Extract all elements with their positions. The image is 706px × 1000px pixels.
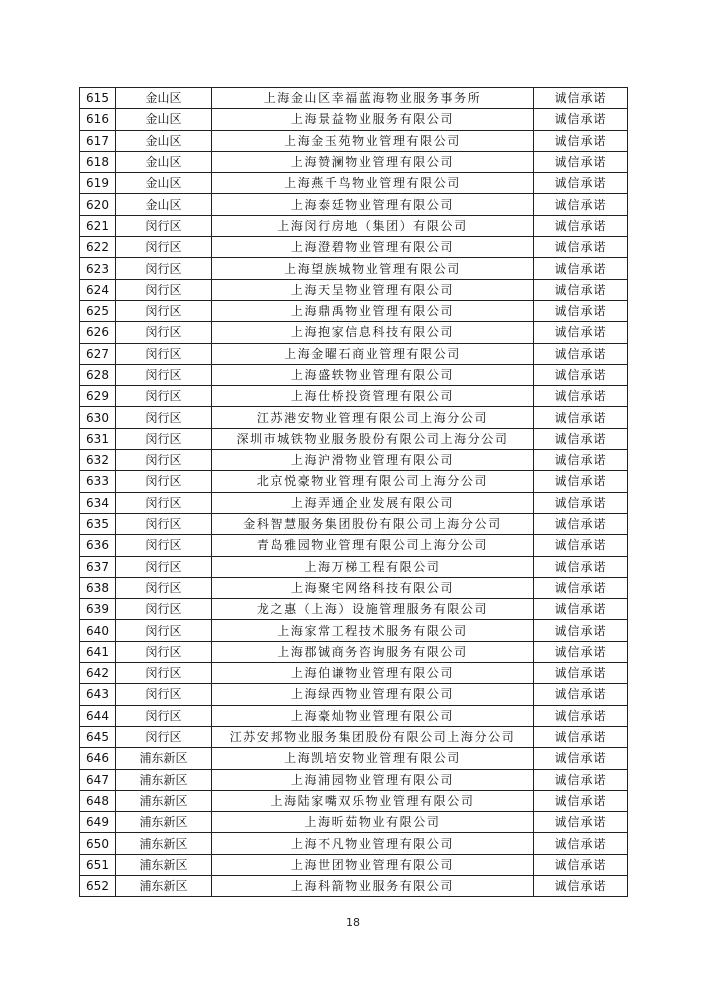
status-cell: 诚信承诺 [534,364,628,385]
company-name-cell: 上海陆家嘴双乐物业管理有限公司 [212,790,534,811]
row-number: 632 [80,450,116,471]
company-name-cell: 上海盛轶物业管理有限公司 [212,364,534,385]
table-body [80,88,628,897]
district-cell: 浦东新区 [116,790,212,811]
table-row [80,386,628,407]
district-cell: 浦东新区 [116,769,212,790]
status-cell: 诚信承诺 [534,663,628,684]
company-name-cell: 上海鼎禹物业管理有限公司 [212,300,534,321]
district-cell: 闵行区 [116,428,212,449]
row-number: 625 [80,300,116,321]
row-number: 619 [80,173,116,194]
row-number: 638 [80,577,116,598]
company-name-cell: 上海郡铖商务咨询服务有限公司 [212,641,534,662]
row-number: 631 [80,428,116,449]
row-number: 621 [80,215,116,236]
row-number: 651 [80,854,116,875]
row-number: 652 [80,875,116,896]
company-name-cell: 上海科箭物业服务有限公司 [212,875,534,896]
district-cell: 闵行区 [116,705,212,726]
table-row [80,258,628,279]
district-cell: 闵行区 [116,364,212,385]
table-row [80,812,628,833]
company-name-cell: 江苏安邦物业服务集团股份有限公司上海分公司 [212,726,534,747]
district-cell: 金山区 [116,88,212,109]
status-cell: 诚信承诺 [534,556,628,577]
row-number: 646 [80,748,116,769]
status-cell: 诚信承诺 [534,726,628,747]
status-cell: 诚信承诺 [534,513,628,534]
status-cell: 诚信承诺 [534,130,628,151]
status-cell: 诚信承诺 [534,173,628,194]
row-number: 645 [80,726,116,747]
status-cell: 诚信承诺 [534,237,628,258]
district-cell: 闵行区 [116,215,212,236]
status-cell: 诚信承诺 [534,790,628,811]
status-cell: 诚信承诺 [534,450,628,471]
company-name-cell: 上海家常工程技术服务有限公司 [212,620,534,641]
table-row [80,492,628,513]
table-row [80,748,628,769]
row-number: 623 [80,258,116,279]
table-row [80,173,628,194]
district-cell: 金山区 [116,194,212,215]
district-cell: 闵行区 [116,535,212,556]
status-cell: 诚信承诺 [534,599,628,620]
company-name-cell: 北京悦豪物业管理有限公司上海分公司 [212,471,534,492]
table-row [80,194,628,215]
company-name-cell: 上海闵行房地（集团）有限公司 [212,215,534,236]
district-cell: 闵行区 [116,237,212,258]
row-number: 650 [80,833,116,854]
district-cell: 浦东新区 [116,875,212,896]
status-cell: 诚信承诺 [534,109,628,130]
status-cell: 诚信承诺 [534,151,628,172]
row-number: 641 [80,641,116,662]
status-cell: 诚信承诺 [534,535,628,556]
district-cell: 闵行区 [116,258,212,279]
row-number: 636 [80,535,116,556]
table-row [80,364,628,385]
status-cell: 诚信承诺 [534,300,628,321]
status-cell: 诚信承诺 [534,471,628,492]
table-row [80,343,628,364]
row-number: 640 [80,620,116,641]
page-number: 18 [346,916,360,929]
status-cell: 诚信承诺 [534,748,628,769]
district-cell: 闵行区 [116,407,212,428]
table-row [80,599,628,620]
district-cell: 闵行区 [116,492,212,513]
company-registry-table [79,87,628,897]
table-row [80,300,628,321]
row-number: 635 [80,513,116,534]
table-row [80,471,628,492]
status-cell: 诚信承诺 [534,279,628,300]
company-name-cell: 上海天呈物业管理有限公司 [212,279,534,300]
status-cell: 诚信承诺 [534,407,628,428]
table-row [80,130,628,151]
district-cell: 闵行区 [116,663,212,684]
company-name-cell: 上海景益物业服务有限公司 [212,109,534,130]
district-cell: 浦东新区 [116,812,212,833]
status-cell: 诚信承诺 [534,215,628,236]
company-name-cell: 上海绿西物业管理有限公司 [212,684,534,705]
row-number: 648 [80,790,116,811]
company-name-cell: 上海不凡物业管理有限公司 [212,833,534,854]
company-name-cell: 青岛雅园物业管理有限公司上海分公司 [212,535,534,556]
table-row [80,279,628,300]
row-number: 637 [80,556,116,577]
row-number: 624 [80,279,116,300]
row-number: 618 [80,151,116,172]
district-cell: 闵行区 [116,322,212,343]
district-cell: 金山区 [116,151,212,172]
table-row [80,322,628,343]
status-cell: 诚信承诺 [534,641,628,662]
table-row [80,151,628,172]
table-row [80,407,628,428]
district-cell: 闵行区 [116,726,212,747]
table-row [80,109,628,130]
district-cell: 金山区 [116,130,212,151]
row-number: 634 [80,492,116,513]
row-number: 615 [80,88,116,109]
row-number: 617 [80,130,116,151]
table-row [80,769,628,790]
district-cell: 闵行区 [116,599,212,620]
status-cell: 诚信承诺 [534,875,628,896]
district-cell: 闵行区 [116,386,212,407]
table-row [80,556,628,577]
table-row [80,450,628,471]
company-name-cell: 上海聚宅网络科技有限公司 [212,577,534,598]
district-cell: 闵行区 [116,577,212,598]
company-name-cell: 江苏港安物业管理有限公司上海分公司 [212,407,534,428]
table-row [80,641,628,662]
district-cell: 闵行区 [116,300,212,321]
company-name-cell: 上海赞澜物业管理有限公司 [212,151,534,172]
table-row [80,237,628,258]
row-number: 616 [80,109,116,130]
table-row [80,215,628,236]
status-cell: 诚信承诺 [534,684,628,705]
status-cell: 诚信承诺 [534,769,628,790]
table-row [80,620,628,641]
status-cell: 诚信承诺 [534,428,628,449]
table-row [80,535,628,556]
status-cell: 诚信承诺 [534,577,628,598]
status-cell: 诚信承诺 [534,705,628,726]
company-name-cell: 上海望族城物业管理有限公司 [212,258,534,279]
company-name-cell: 上海泰廷物业管理有限公司 [212,194,534,215]
district-cell: 金山区 [116,173,212,194]
table-row [80,577,628,598]
row-number: 626 [80,322,116,343]
company-name-cell: 上海沪滑物业管理有限公司 [212,450,534,471]
district-cell: 浦东新区 [116,748,212,769]
district-cell: 闵行区 [116,450,212,471]
company-name-cell: 上海金玉苑物业管理有限公司 [212,130,534,151]
district-cell: 闵行区 [116,343,212,364]
company-name-cell: 上海豪灿物业管理有限公司 [212,705,534,726]
status-cell: 诚信承诺 [534,492,628,513]
row-number: 620 [80,194,116,215]
status-cell: 诚信承诺 [534,833,628,854]
table-row [80,833,628,854]
district-cell: 闵行区 [116,641,212,662]
table-row [80,875,628,896]
status-cell: 诚信承诺 [534,620,628,641]
status-cell: 诚信承诺 [534,854,628,875]
table-row [80,88,628,109]
company-name-cell: 上海昕茹物业有限公司 [212,812,534,833]
row-number: 628 [80,364,116,385]
status-cell: 诚信承诺 [534,88,628,109]
district-cell: 浦东新区 [116,854,212,875]
row-number: 642 [80,663,116,684]
company-name-cell: 上海仕桥投资管理有限公司 [212,386,534,407]
company-name-cell: 上海金曜石商业管理有限公司 [212,343,534,364]
company-name-cell: 深圳市城铁物业服务股份有限公司上海分公司 [212,428,534,449]
company-name-cell: 上海凯培安物业管理有限公司 [212,748,534,769]
company-name-cell: 上海万梯工程有限公司 [212,556,534,577]
status-cell: 诚信承诺 [534,343,628,364]
row-number: 627 [80,343,116,364]
district-cell: 闵行区 [116,684,212,705]
status-cell: 诚信承诺 [534,322,628,343]
district-cell: 金山区 [116,109,212,130]
company-name-cell: 上海弄通企业发展有限公司 [212,492,534,513]
company-name-cell: 上海抱家信息科技有限公司 [212,322,534,343]
company-name-cell: 上海燕千鸟物业管理有限公司 [212,173,534,194]
row-number: 629 [80,386,116,407]
district-cell: 闵行区 [116,279,212,300]
table-row [80,513,628,534]
table-row [80,854,628,875]
table-row [80,663,628,684]
row-number: 639 [80,599,116,620]
company-name-cell: 金科智慧服务集团股份有限公司上海分公司 [212,513,534,534]
table-row [80,428,628,449]
company-name-cell: 上海浦园物业管理有限公司 [212,769,534,790]
table-row [80,684,628,705]
row-number: 630 [80,407,116,428]
district-cell: 闵行区 [116,620,212,641]
company-name-cell: 上海澄碧物业管理有限公司 [212,237,534,258]
table-row [80,726,628,747]
table-row [80,790,628,811]
table-row [80,705,628,726]
company-name-cell: 上海伯谦物业管理有限公司 [212,663,534,684]
company-name-cell: 龙之惠（上海）设施管理服务有限公司 [212,599,534,620]
district-cell: 闵行区 [116,556,212,577]
row-number: 622 [80,237,116,258]
status-cell: 诚信承诺 [534,386,628,407]
row-number: 643 [80,684,116,705]
district-cell: 闵行区 [116,471,212,492]
district-cell: 浦东新区 [116,833,212,854]
company-name-cell: 上海世团物业管理有限公司 [212,854,534,875]
row-number: 644 [80,705,116,726]
status-cell: 诚信承诺 [534,812,628,833]
row-number: 647 [80,769,116,790]
company-name-cell: 上海金山区幸福蓝海物业服务事务所 [212,88,534,109]
row-number: 649 [80,812,116,833]
status-cell: 诚信承诺 [534,194,628,215]
row-number: 633 [80,471,116,492]
district-cell: 闵行区 [116,513,212,534]
status-cell: 诚信承诺 [534,258,628,279]
